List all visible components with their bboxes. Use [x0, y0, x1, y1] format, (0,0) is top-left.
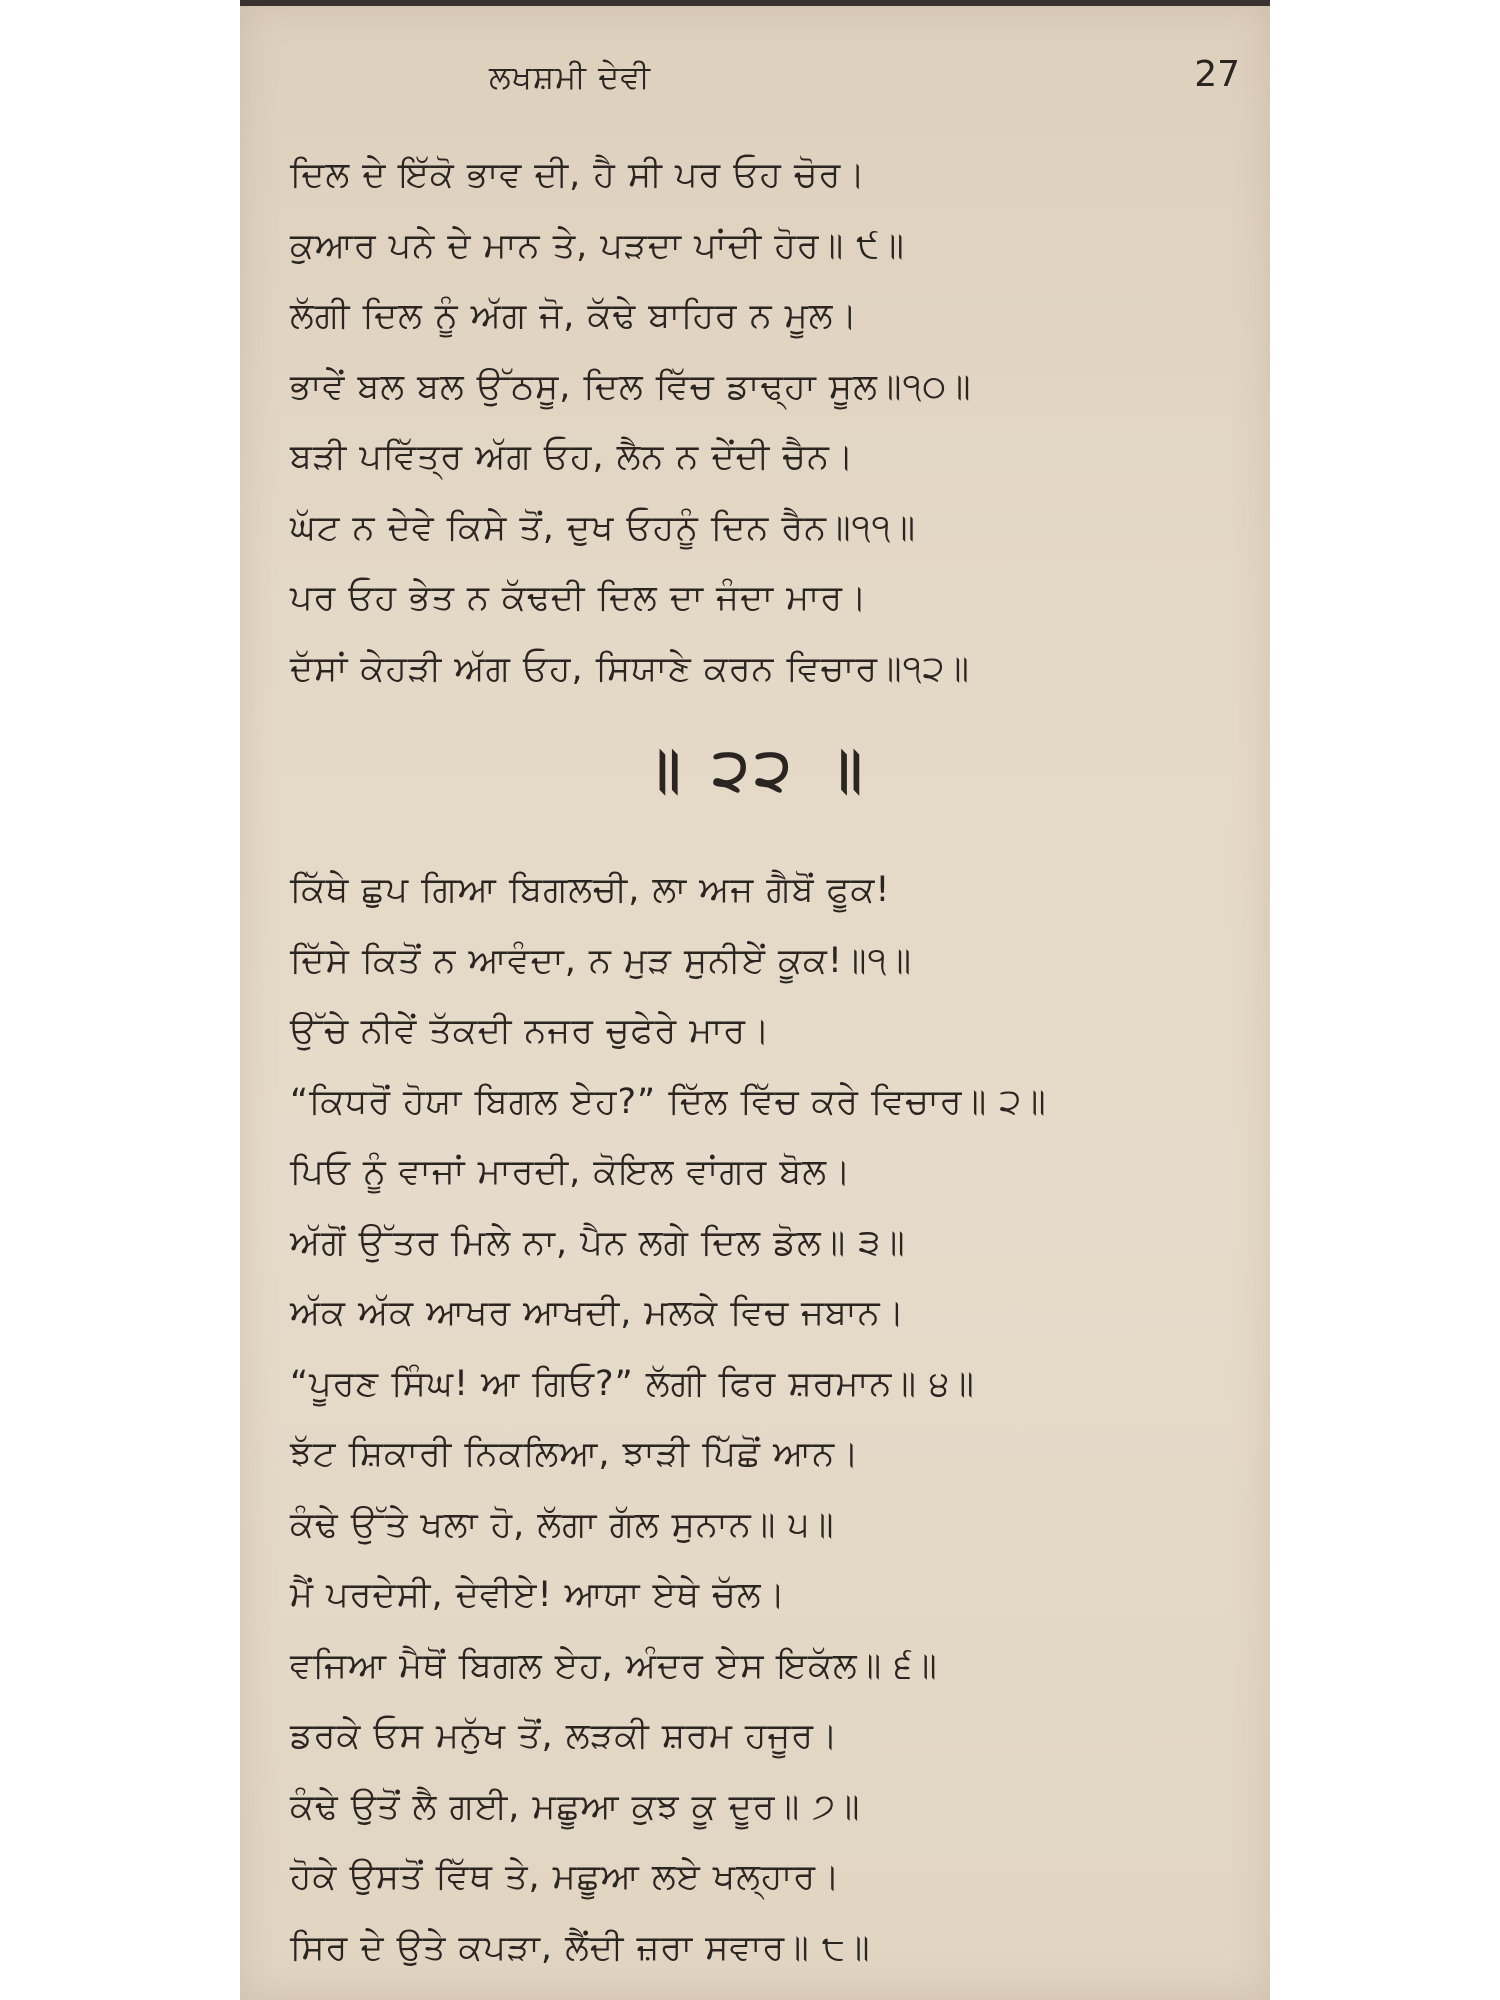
verse-line: ਦੱਸਾਂ ਕੇਹੜੀ ਅੱਗ ਓਹ, ਸਿਯਾਣੇ ਕਰਨ ਵਿਚਾਰ॥੧੨॥: [290, 648, 970, 689]
verse-line: ਪਰ ਓਹ ਭੇਤ ਨ ਕੱਢਦੀ ਦਿਲ ਦਾ ਜੰਦਾ ਮਾਰ।: [290, 578, 868, 618]
verse-line: ਦਿਲ ਦੇ ਇੱਕੋ ਭਾਵ ਦੀ, ਹੈ ਸੀ ਪਰ ਓਹ ਚੋਰ।: [290, 155, 866, 195]
section-verses: [290, 855, 1270, 1983]
verse-line: “ਪੂਰਣ ਸਿੰਘ! ਆ ਗਿਓ?” ਲੱਗੀ ਫਿਰ ਸ਼ਰਮਾਨ॥ ੪॥: [290, 1363, 975, 1404]
verse-line: ਸਿਰ ਦੇ ਉਤੇ ਕਪੜਾ, ਲੈਂਦੀ ਜ਼ਰਾ ਸਵਾਰ॥ ੮॥: [290, 1927, 871, 1968]
verse-line: ਲੱਗੀ ਦਿਲ ਨੂੰ ਅੱਗ ਜੋ, ਕੱਢੇ ਬਾਹਿਰ ਨ ਮੂਲ।: [290, 296, 859, 336]
verse-line: ਕੰਢੇ ਉਤੋਂ ਲੈ ਗਈ, ਮਛੂਆ ਕੁਝ ਕੂ ਦੂਰ॥ ੭॥: [290, 1786, 861, 1827]
verse-line: ਕੁਆਰ ਪਨੇ ਦੇ ਮਾਨ ਤੇ, ਪੜਦਾ ਪਾਂਦੀ ਹੋਰ॥ ੯॥: [290, 225, 905, 266]
verse-line: ਅੱਗੋਂ ਉੱਤਰ ਮਿਲੇ ਨਾ, ਪੈਨ ਲਗੇ ਦਿਲ ਡੋਲ॥ ੩॥: [290, 1222, 906, 1263]
verse-line: ਕਿੱਥੇ ਛੁਪ ਗਿਆ ਬਿਗਲਚੀ, ਲਾ ਅਜ ਗੈਬੋਂ ਫੂਕ!: [290, 870, 891, 910]
verse-line: ਝੱਟ ਸ਼ਿਕਾਰੀ ਨਿਕਲਿਆ, ਝਾੜੀ ਪਿੱਛੋਂ ਆਨ।: [290, 1434, 860, 1474]
verse-line: ਕੰਢੇ ਉੱਤੇ ਖਲਾ ਹੋ, ਲੱਗਾ ਗੱਲ ਸੁਨਾਨ॥ ੫॥: [290, 1504, 835, 1545]
verse-line: ਦਿੱਸੇ ਕਿਤੋਂ ਨ ਆਵੰਦਾ, ਨ ਮੁੜ ਸੁਨੀਏਂ ਕੂਕ!॥੧॥: [290, 940, 913, 981]
section-heading: ॥ ੨੨ ॥: [641, 735, 869, 803]
verse-line: “ਕਿਧਰੋਂ ਹੋਯਾ ਬਿਗਲ ਏਹ?” ਦਿੱਲ ਵਿੱਚ ਕਰੇ ਵਿਚਾਰ॥ ੨॥: [290, 1081, 1047, 1122]
running-head: ਲਖਸ਼ਮੀ ਦੇਵੀ: [489, 58, 651, 96]
page-top-edge: [240, 0, 1270, 6]
verse-line: ਉੱਚੇ ਨੀਵੇਂ ਤੱਕਦੀ ਨਜਰ ਚੁਫੇਰੇ ਮਾਰ।: [290, 1011, 771, 1051]
verse-line: ਅੱਕ ਅੱਕ ਆਖਰ ਆਖਦੀ, ਮਲਕੇ ਵਿਚ ਜਬਾਨ।: [290, 1293, 906, 1333]
verse-line: ਘੱਟ ਨ ਦੇਵੇ ਕਿਸੇ ਤੋਂ, ਦੁਖ ਓਹਨੂੰ ਦਿਨ ਰੈਨ॥੧੧॥: [290, 507, 917, 548]
verse-line: ਹੋਕੇ ਉਸਤੋਂ ਵਿੱਥ ਤੇ, ਮਛੂਆ ਲਏ ਖਲ੍ਹਾਰ।: [290, 1857, 841, 1897]
verse-line: ਪਿਓ ਨੂੰ ਵਾਜਾਂ ਮਾਰਦੀ, ਕੋਇਲ ਵਾਂਗਰ ਬੋਲ।: [290, 1152, 852, 1192]
page-number: 27: [1194, 54, 1240, 95]
verse-line: ਵਜਿਆ ਮੈਥੋਂ ਬਿਗਲ ਏਹ, ਅੰਦਰ ਏਸ ਇਕੱਲ॥ ੬॥: [290, 1645, 938, 1686]
verse-line: ਡਰਕੇ ਓਸ ਮਨੁੱਖ ਤੋਂ, ਲੜਕੀ ਸ਼ਰਮ ਹਜੂਰ।: [290, 1716, 839, 1756]
verse-line: ਮੈਂ ਪਰਦੇਸੀ, ਦੇਵੀਏ! ਆਯਾ ਏਥੇ ਚੱਲ।: [290, 1575, 787, 1615]
book-page: [240, 0, 1270, 2000]
top-verses: [290, 140, 1270, 704]
verse-line: ਭਾਵੇਂ ਬਲ ਬਲ ਉੱਠਸੂ, ਦਿਲ ਵਿੱਚ ਡਾਢ੍ਹਾ ਸੂਲ॥੧੦॥: [290, 366, 972, 407]
verse-line: ਬੜੀ ਪਵਿੱਤ੍ਰ ਅੱਗ ਓਹ, ਲੈਨ ਨ ਦੇਂਦੀ ਚੈਨ।: [290, 437, 855, 477]
